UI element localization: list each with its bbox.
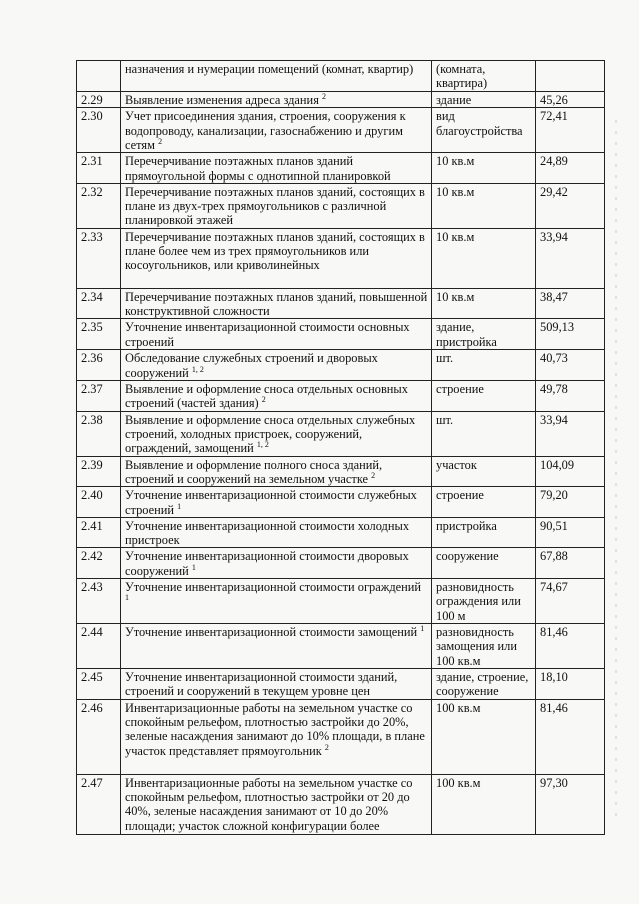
- item-description-cell: [121, 456, 432, 487]
- item-number: 2.36: [77, 350, 121, 381]
- unit-of-measure: 100 кв.м: [432, 699, 536, 774]
- table-row: [77, 487, 605, 518]
- item-number: 2.45: [77, 669, 121, 700]
- unit-of-measure: здание, пристройка: [432, 319, 536, 350]
- table-row: [77, 411, 605, 456]
- table-row: [77, 183, 605, 228]
- table-row: [77, 517, 605, 548]
- footnote-marker: 2: [322, 91, 326, 101]
- item-number: 2.43: [77, 579, 121, 624]
- unit-of-measure: строение: [432, 487, 536, 518]
- unit-of-measure: 10 кв.м: [432, 153, 536, 184]
- unit-of-measure: шт.: [432, 350, 536, 381]
- item-description-cell: [121, 183, 432, 228]
- table-row: [77, 153, 605, 184]
- item-description: назначения и нумерации помещений (комнат, квартир): [125, 62, 414, 76]
- table-row: [77, 699, 605, 774]
- unit-of-measure: сооружение: [432, 548, 536, 579]
- item-description-cell: [121, 579, 432, 624]
- footnote-marker: 1, 2: [256, 440, 269, 450]
- unit-of-measure: вид благоустройства: [432, 108, 536, 153]
- item-number: 2.44: [77, 624, 121, 669]
- table-row: [77, 61, 605, 92]
- item-description: Уточнение инвентаризационной стоимости зданий, строений и сооружений в текущем уровне цен: [125, 670, 398, 699]
- table-row: [77, 319, 605, 350]
- item-number: 2.33: [77, 228, 121, 288]
- item-description: Уточнение инвентаризационной стоимости дворовых сооружений: [125, 549, 409, 578]
- item-description: Уточнение инвентаризационной стоимости служебных строений: [125, 488, 417, 517]
- footnote-marker: 2: [324, 742, 329, 752]
- table-row: [77, 579, 605, 624]
- item-description: Инвентаризационные работы на земельном участке со спокойным рельефом, плотностью застройки от 20 до 40%, зеленые насаждения занимают от 10 до 20% площади; участок сложной конфигурации более: [125, 775, 413, 833]
- item-number: 2.47: [77, 774, 121, 834]
- footnote-marker: 2: [158, 136, 163, 146]
- price-value: 38,47: [536, 288, 605, 319]
- table-row: [77, 228, 605, 288]
- price-value: 81,46: [536, 624, 605, 669]
- item-description-cell: [121, 669, 432, 700]
- table-row: [77, 669, 605, 700]
- price-value: 74,67: [536, 579, 605, 624]
- price-value: 49,78: [536, 381, 605, 412]
- unit-of-measure: строение: [432, 381, 536, 412]
- item-description-cell: [121, 699, 432, 774]
- price-value: 97,30: [536, 774, 605, 834]
- item-description-cell: [121, 319, 432, 350]
- footnote-marker: 1: [420, 623, 425, 633]
- price-value: 45,26: [536, 92, 605, 108]
- item-description-cell: [121, 228, 432, 288]
- item-description: Выявление изменения адреса здания: [125, 93, 319, 107]
- unit-of-measure: 100 кв.м: [432, 774, 536, 834]
- unit-of-measure: (комната, квартира): [432, 61, 536, 92]
- item-description: Уточнение инвентаризационной стоимости основных строений: [125, 320, 410, 349]
- item-description: Уточнение инвентаризационной стоимости замощений: [125, 625, 418, 640]
- footnote-marker: 1: [177, 501, 182, 511]
- price-value: 81,46: [536, 699, 605, 774]
- item-description-cell: [121, 487, 432, 518]
- item-description: Инвентаризационные работы на земельном участке со спокойным рельефом, плотностью застройки до 20%, зеленые насаждения занимают до 10% площади, в плане участок представляет прямоугольник: [125, 700, 425, 758]
- table-row: [77, 381, 605, 412]
- item-description-cell: [121, 774, 432, 834]
- item-description-cell: [121, 288, 432, 319]
- item-number: 2.38: [77, 411, 121, 456]
- unit-of-measure: здание, строение, сооружение: [432, 669, 536, 700]
- table-row: [77, 92, 605, 108]
- item-description: Обследование служебных строений и дворовых сооружений: [125, 351, 378, 380]
- unit-of-measure: 10 кв.м: [432, 228, 536, 288]
- item-description-cell: [121, 92, 432, 108]
- item-description-cell: [121, 153, 432, 184]
- price-value: 33,94: [536, 411, 605, 456]
- footnote-marker: 2: [371, 470, 376, 480]
- item-number: 2.46: [77, 699, 121, 774]
- item-number: 2.39: [77, 456, 121, 487]
- footnote-marker: 1: [125, 593, 129, 603]
- item-description-cell: [121, 517, 432, 548]
- price-value: 509,13: [536, 319, 605, 350]
- unit-of-measure: разновидность ограждения или 100 м: [432, 579, 536, 624]
- table-row: [77, 456, 605, 487]
- table-row: [77, 108, 605, 153]
- item-description: Выявление и оформление сноса отдельных служебных строений, холодных пристроек, сооружений, ограждений, замощений: [125, 412, 416, 456]
- item-description: Уточнение инвентаризационной стоимости холодных пристроек: [125, 518, 410, 548]
- item-description: Перечерчивание поэтажных планов зданий, состоящих в плане более чем из трех прямоугольников или косоугольников, или криволинейных: [125, 229, 425, 273]
- item-description: Перечерчивание поэтажных планов зданий, повышенной конструктивной сложности: [125, 289, 428, 319]
- price-value: 18,10: [536, 669, 605, 700]
- table-row: [77, 624, 605, 669]
- price-value: 67,88: [536, 548, 605, 579]
- item-description: Перечерчивание поэтажных планов зданий прямоугольной формы с однотипной планировкой: [125, 154, 391, 183]
- price-table-body: [77, 61, 605, 835]
- item-description: Выявление и оформление сноса отдельных основных строений (частей здания): [125, 382, 408, 411]
- item-description-cell: [121, 548, 432, 579]
- item-description-cell: [121, 61, 432, 92]
- item-number: 2.37: [77, 381, 121, 412]
- item-description-cell: [121, 108, 432, 153]
- item-number: 2.31: [77, 153, 121, 184]
- item-description-cell: [121, 624, 432, 669]
- item-number: 2.32: [77, 183, 121, 228]
- item-number: 2.42: [77, 548, 121, 579]
- item-description: Перечерчивание поэтажных планов зданий, состоящих в плане из двух-трех прямоугольников с различной планировкой этажей: [125, 184, 425, 228]
- unit-of-measure: шт.: [432, 411, 536, 456]
- item-number: [77, 61, 121, 92]
- footnote-marker: 2: [261, 395, 266, 405]
- price-value: 29,42: [536, 183, 605, 228]
- unit-of-measure: здание: [432, 92, 536, 108]
- price-value: 90,51: [536, 517, 605, 548]
- unit-of-measure: разновидность замощения или 100 кв.м: [432, 624, 536, 669]
- price-value: 79,20: [536, 487, 605, 518]
- item-description-cell: [121, 350, 432, 381]
- table-row: [77, 350, 605, 381]
- item-number: 2.40: [77, 487, 121, 518]
- item-number: 2.34: [77, 288, 121, 319]
- price-value: [536, 61, 605, 92]
- item-number: 2.41: [77, 517, 121, 548]
- price-value: 40,73: [536, 350, 605, 381]
- item-description: Выявление и оформление полного сноса зданий, строений и сооружений на земельном участке: [125, 457, 383, 486]
- price-value: 24,89: [536, 153, 605, 184]
- item-description: Учет присоединения здания, строения, сооружения к водопроводу, канализации, газоснабжению и другим сетям: [125, 109, 406, 152]
- scan-edge-marks: [615, 120, 617, 820]
- price-value: 33,94: [536, 228, 605, 288]
- unit-of-measure: пристройка: [432, 517, 536, 548]
- item-number: 2.30: [77, 108, 121, 153]
- item-description-cell: [121, 411, 432, 456]
- price-table: [76, 60, 605, 835]
- unit-of-measure: 10 кв.м: [432, 183, 536, 228]
- price-value: 72,41: [536, 108, 605, 153]
- item-description-cell: [121, 381, 432, 412]
- unit-of-measure: участок: [432, 456, 536, 487]
- unit-of-measure: 10 кв.м: [432, 288, 536, 319]
- item-description: Уточнение инвентаризационной стоимости ограждений: [125, 580, 422, 595]
- table-row: [77, 774, 605, 834]
- table-row: [77, 548, 605, 579]
- footnote-marker: 1: [191, 562, 196, 572]
- item-number: 2.29: [77, 92, 121, 108]
- footnote-marker: 1, 2: [191, 364, 204, 374]
- price-value: 104,09: [536, 456, 605, 487]
- table-row: [77, 288, 605, 319]
- item-number: 2.35: [77, 319, 121, 350]
